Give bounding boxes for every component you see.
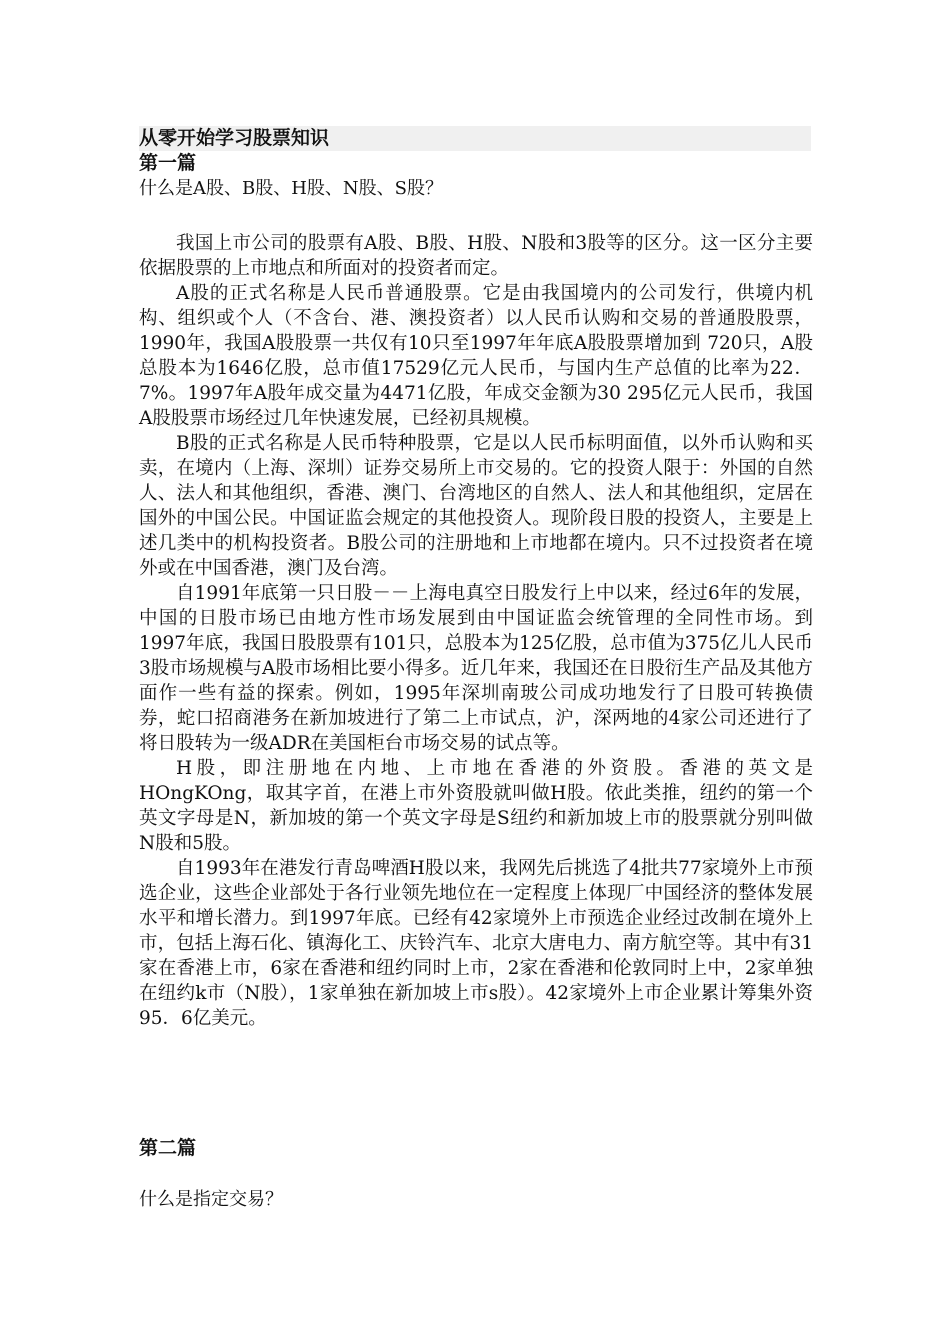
document-body bbox=[139, 126, 813, 1031]
part1-heading: 第一篇 bbox=[139, 152, 197, 174]
paragraph: H股，即注册地在内地、上市地在香港的外资股。香港的英文是HOngKOng，取其字首，在港上市外资股就叫做H股。依此类推，纽约的第一个英文字母是N，新加坡的第一个英文字母是S纽约和新加坡上市的股票就分别叫做N股和5股。 bbox=[139, 758, 813, 854]
part1-question: 什么是A股、B股、H股、N股、S股？ bbox=[139, 178, 444, 199]
part2-question: 什么是指定交易？ bbox=[139, 1189, 283, 1210]
paragraph: 我国上市公司的股票有A股、B股、H股、N股和3股等的区分。这一区分主要依据股票的上市地点和所面对的投资者而定。 bbox=[139, 233, 813, 279]
spacer bbox=[139, 201, 813, 231]
part2-heading: 第二篇 bbox=[139, 1137, 197, 1159]
paragraph: 自1991年底第一只日股－－上海电真空日股发行上中以来，经过6年的发展，中国的日股市场已由地方性市场发展到由中国证监会统管理的全同性市场。到1997年底，我国日股股票有101只，总股本为125亿股，总市值为375亿儿人民币3股市场规模与A股市场相比要小得多。近几年来，我国还在日股衍生产品及其他方面作一些有益的探索。例如，1995年深圳南玻公司成功地发行了日股可转换债券，蛇口招商港务在新加坡进行了第二上市试点，沪，深两地的4家公司还进行了将日股转为一级ADR在美国柜台市场交易的试点等。 bbox=[139, 583, 813, 754]
paragraph: 自1993年在港发行青岛啤酒H股以来，我网先后挑选了4批共77家境外上市预选企业，这些企业部处于各行业领先地位在一定程度上体现厂中国经济的整体发展水平和增长潜力。到1997年底。已经有42家境外上市预选企业经过改制在境外上市，包括上海石化、镇海化工、庆铃汽车、北京大唐电力、南方航空等。其中有31家在香港上市，6家在香港和纽约同时上市，2家在香港和伦敦同时上中，2家单独在纽约k市（N股），1家单独在新加坡上市s股）。42家境外上市企业累计筹集外资95．6亿美元。 bbox=[139, 858, 813, 1029]
paragraph: A股的正式名称是人民币普通股票。它是由我国境内的公司发行，供境内机构、组织或个人（不含台、港、澳投资者）以人民币认购和交易的普通股股票，1990年，我国A股股票一共仅有10只至1997年年底A股股票增加到 720只，A股总股本为1646亿股，总市值17529亿元人民币，与国内生产总值的比率为22．7%。1997年A股年成交量为4471亿股，年成交金额为30 295亿元人民币，我国A股股票市场经过几年快速发展，已经初具规模。 bbox=[139, 283, 813, 429]
document-title: 从零开始学习股票知识 bbox=[139, 126, 811, 151]
paragraph: B股的正式名称是人民币特种股票，它是以人民币标明面值，以外币认购和买卖，在境内（上海、深圳）证券交易所上市交易的。它的投资人限于：外国的自然人、法人和其他组织，香港、澳门、台湾地区的自然人、法人和其他组织，定居在国外的中国公民。中国证监会规定的其他投资人。现阶段日股的投资人，主要是上述几类中的机构投资者。B股公司的注册地和上市地都在境内。只不过投资者在境外或在中国香港，澳门及台湾。 bbox=[139, 433, 813, 579]
